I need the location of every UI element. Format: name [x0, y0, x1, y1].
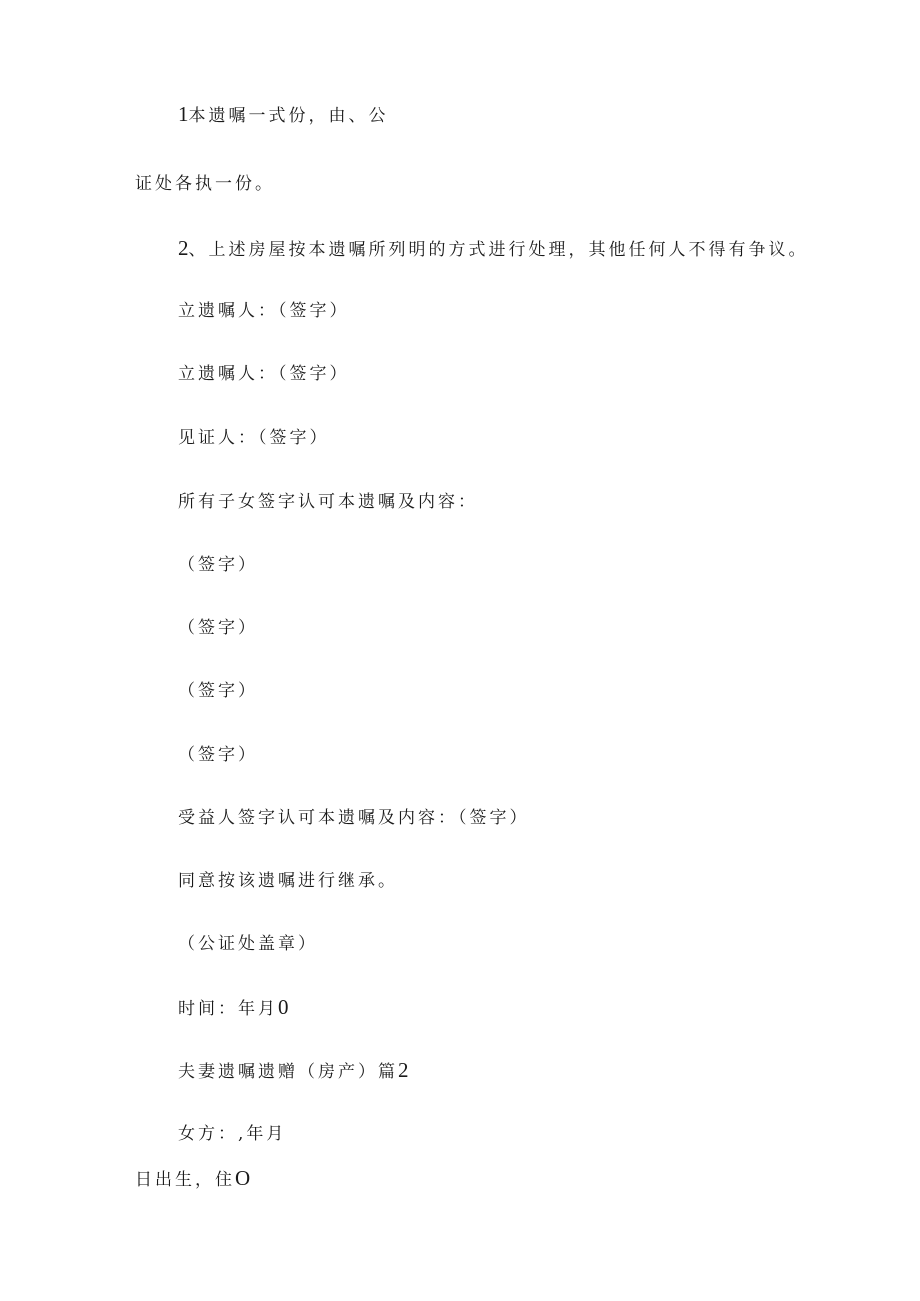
paragraph-text: 时间：年月: [178, 999, 278, 1019]
children-consent-line: [178, 490, 478, 514]
date-number: 0: [278, 995, 289, 1019]
paragraph-text: 女方：,年月: [178, 1124, 287, 1144]
paragraph-text: 夫妻遗嘱遗赠（房产）篇: [178, 1062, 398, 1082]
paragraph-text: 所有子女签字认可本遗嘱及内容：: [178, 492, 478, 512]
address-marker: O: [235, 1166, 251, 1190]
wife-info-line: [178, 1122, 286, 1146]
paragraph-text: 证处各执一份。: [135, 174, 275, 194]
paragraph-text: 本遗嘱一式份，由、公: [188, 106, 389, 126]
inheritance-agreement-line: [178, 869, 398, 893]
signature-placeholder: [178, 553, 258, 577]
notary-seal-line: [178, 932, 318, 956]
signature-placeholder: [178, 616, 258, 640]
paragraph-text: 受益人签字认可本遗嘱及内容：（签字）: [178, 808, 530, 828]
paragraph-text: 、上述房屋按本遗嘱所列明的方式进行处理，其他任何人不得有争议。: [188, 240, 809, 260]
paragraph-text: （签字）: [178, 681, 258, 701]
section-heading: [178, 1058, 409, 1084]
paragraph-text: （签字）: [178, 555, 258, 575]
paragraph-3: [178, 236, 809, 262]
paragraph-text: （公证处盖章）: [178, 934, 318, 954]
paragraph-text: （签字）: [178, 618, 258, 638]
witness-signature-line: [178, 426, 330, 450]
signature-placeholder: [178, 743, 258, 767]
paragraph-text: 同意按该遗嘱进行继承。: [178, 871, 398, 891]
paragraph-text: （签字）: [178, 745, 258, 765]
paragraph-text: 立遗嘱人：（签字）: [178, 364, 350, 384]
testator-signature-line: [178, 362, 350, 386]
beneficiary-consent-line: [178, 806, 530, 830]
signature-placeholder: [178, 679, 258, 703]
item-number: 2: [178, 236, 189, 260]
date-line: [178, 995, 289, 1021]
paragraph-text: 见证人：（签字）: [178, 428, 330, 448]
item-number: 1: [178, 102, 189, 126]
paragraph-text: 日出生，住: [135, 1170, 235, 1190]
birth-address-line: [135, 1166, 250, 1192]
paragraph-text: 立遗嘱人：（签字）: [178, 301, 350, 321]
section-number: 2: [398, 1058, 409, 1082]
paragraph-1: [178, 102, 389, 128]
paragraph-2: [135, 172, 275, 196]
testator-signature-line: [178, 299, 350, 323]
